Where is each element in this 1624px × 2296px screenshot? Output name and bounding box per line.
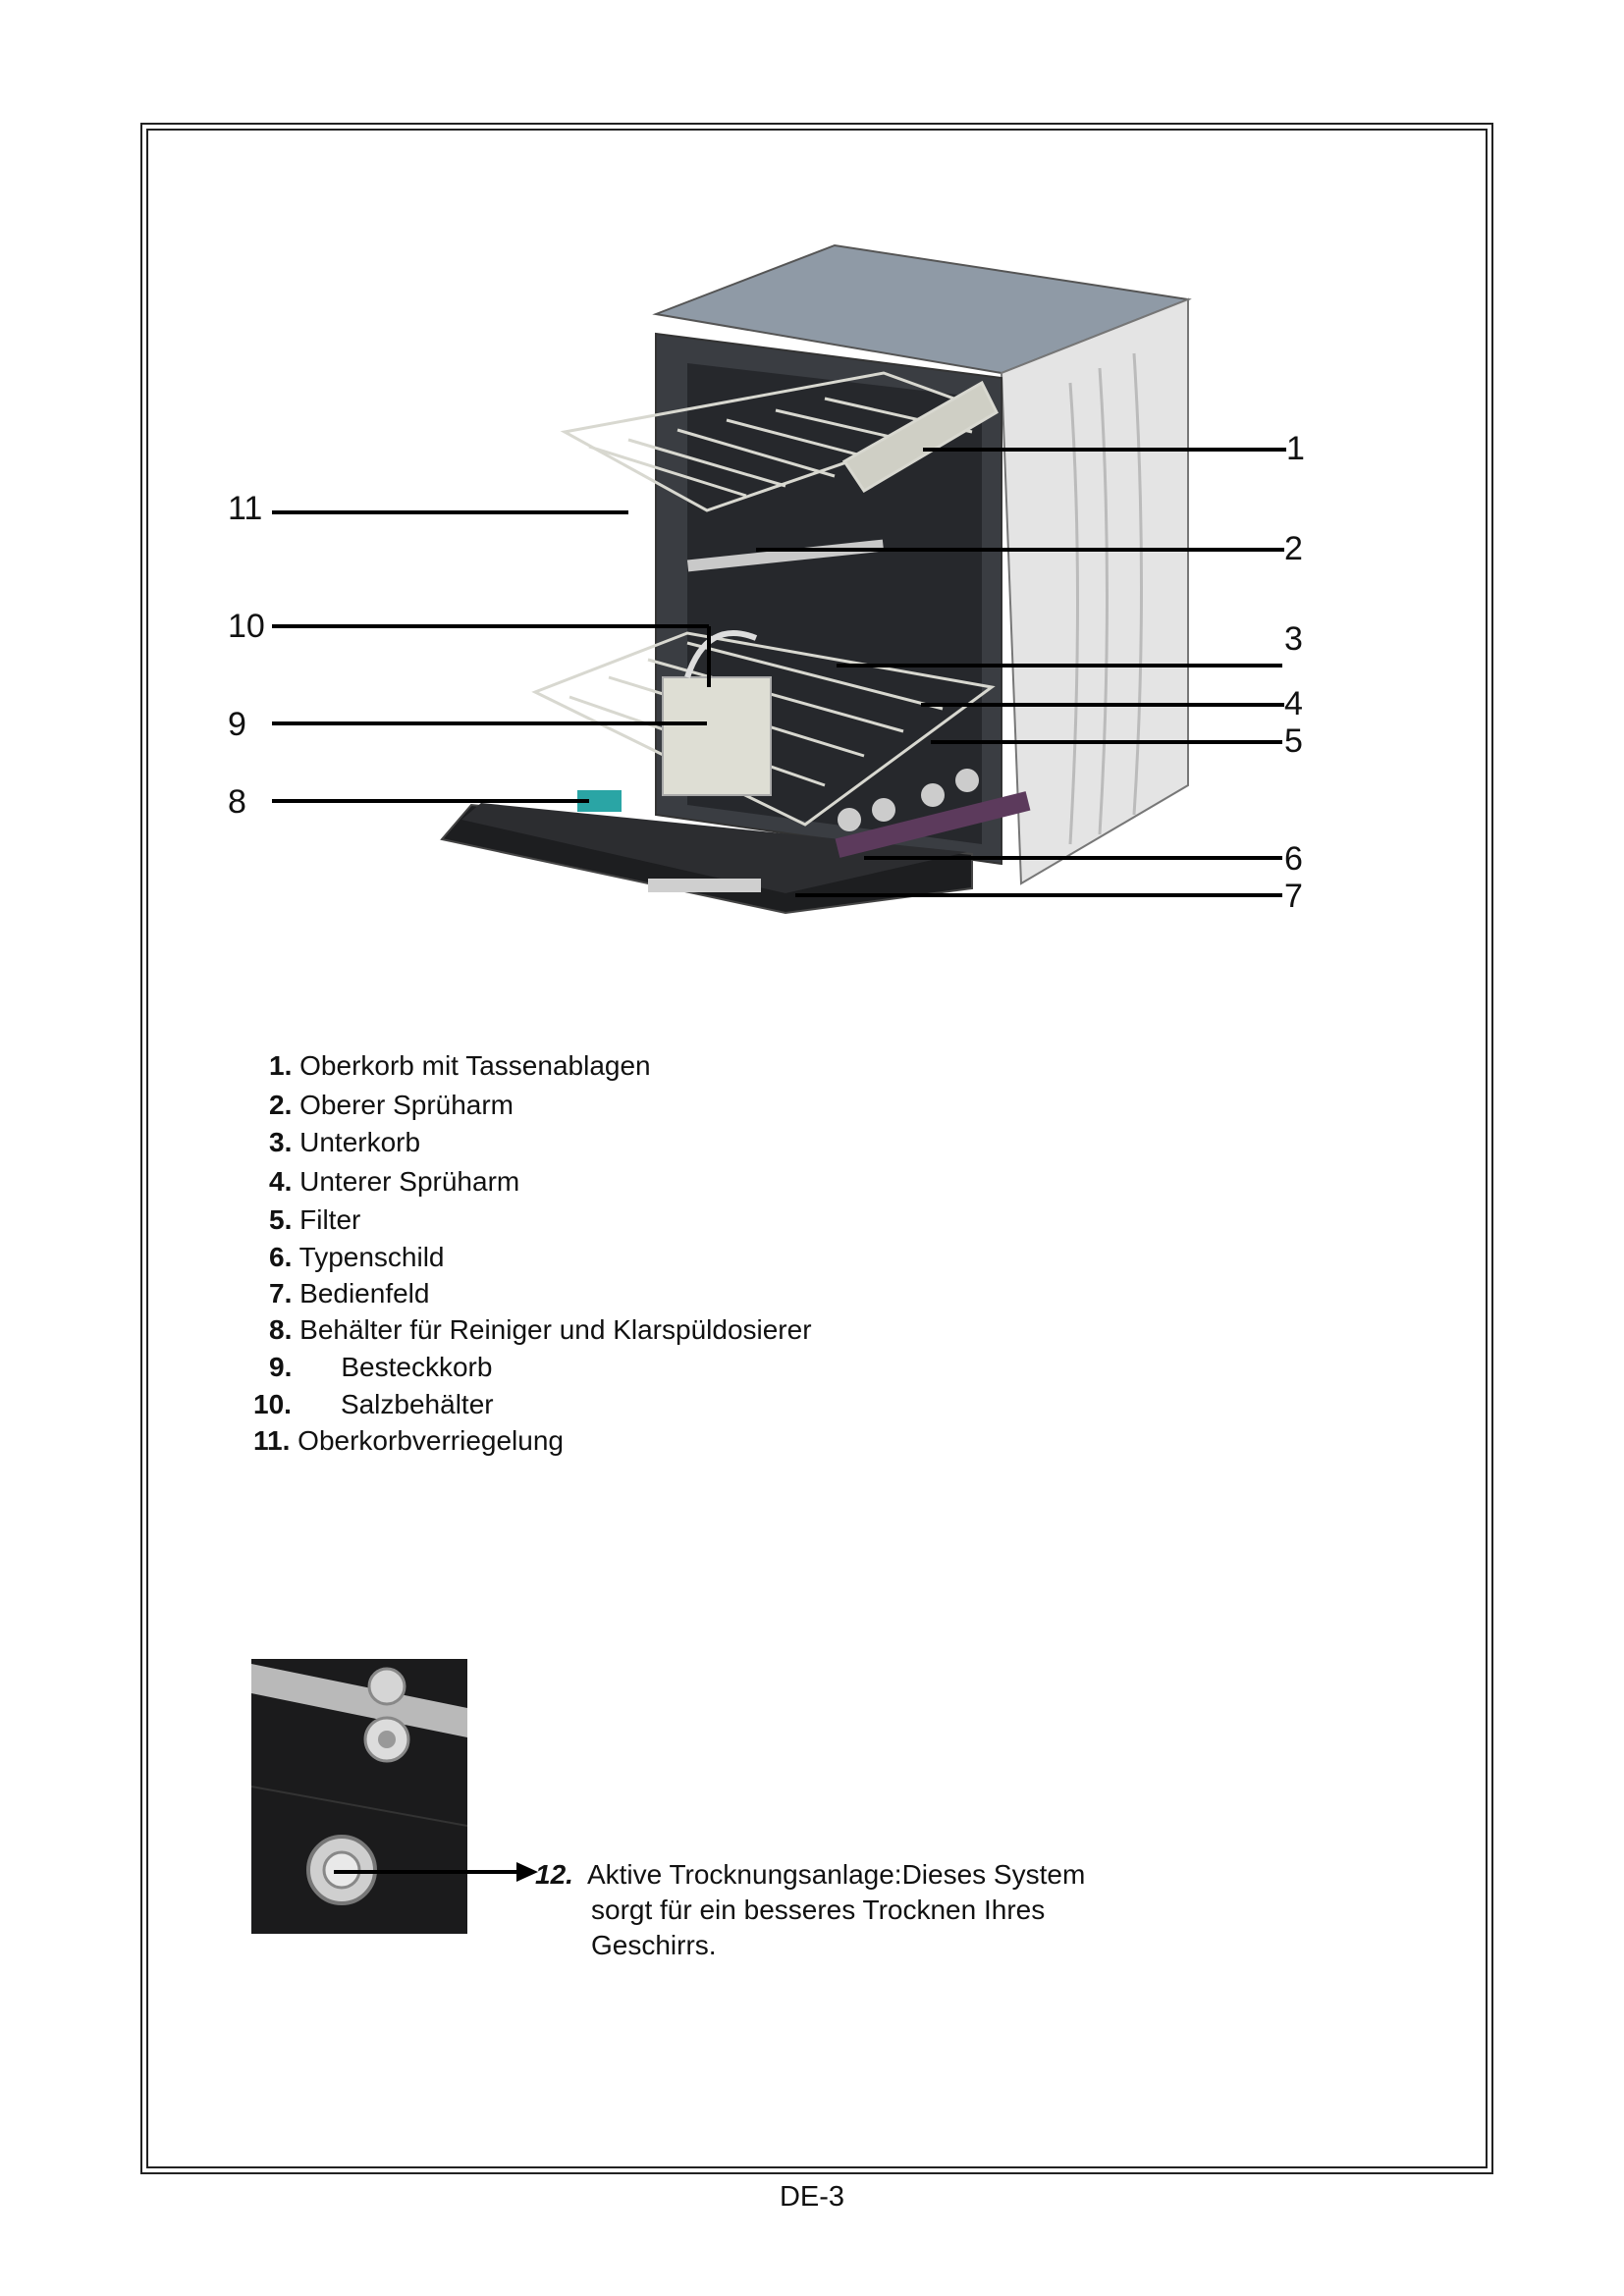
legend-item: 1. Oberkorb mit Tassenablagen [269, 1050, 651, 1081]
callout-10: 10 [228, 608, 265, 645]
drying-vent-arrow [334, 1860, 540, 1884]
legend-item: 4. Unterer Sprüharm [269, 1166, 520, 1197]
legend-item: 10. Salzbehälter [253, 1389, 494, 1419]
callout-11: 11 [228, 490, 263, 527]
legend-item: 6. Typenschild [269, 1242, 445, 1272]
callout-7: 7 [1284, 878, 1303, 915]
drying-vent-photo [251, 1659, 467, 1934]
legend-item: 2. Oberer Sprüharm [269, 1090, 514, 1120]
legend-item: 8. Behälter für Reiniger und Klarspüldosierer [269, 1314, 812, 1345]
callout-4: 4 [1284, 685, 1303, 722]
legend-item: 3. Unterkorb [269, 1127, 421, 1157]
legend-item: 7. Bedienfeld [269, 1278, 430, 1308]
callout-9: 9 [228, 706, 246, 743]
page-number: DE-3 [779, 2181, 845, 2213]
callout-2: 2 [1284, 530, 1303, 567]
legend-item: 9. Besteckkorb [269, 1352, 493, 1382]
callout-1: 1 [1286, 430, 1305, 467]
callout-6: 6 [1284, 840, 1303, 878]
drying-system-note: 12. Aktive Trocknungsanlage:Dieses System sorgt für ein besseres Trocknen Ihres Geschirrs. [535, 1859, 1086, 1960]
callout-5: 5 [1284, 722, 1303, 760]
callout-8: 8 [228, 783, 246, 821]
legend-item: 11. Oberkorbverriegelung [253, 1425, 564, 1456]
legend-item: 5. Filter [269, 1204, 361, 1235]
callout-3: 3 [1284, 620, 1303, 658]
